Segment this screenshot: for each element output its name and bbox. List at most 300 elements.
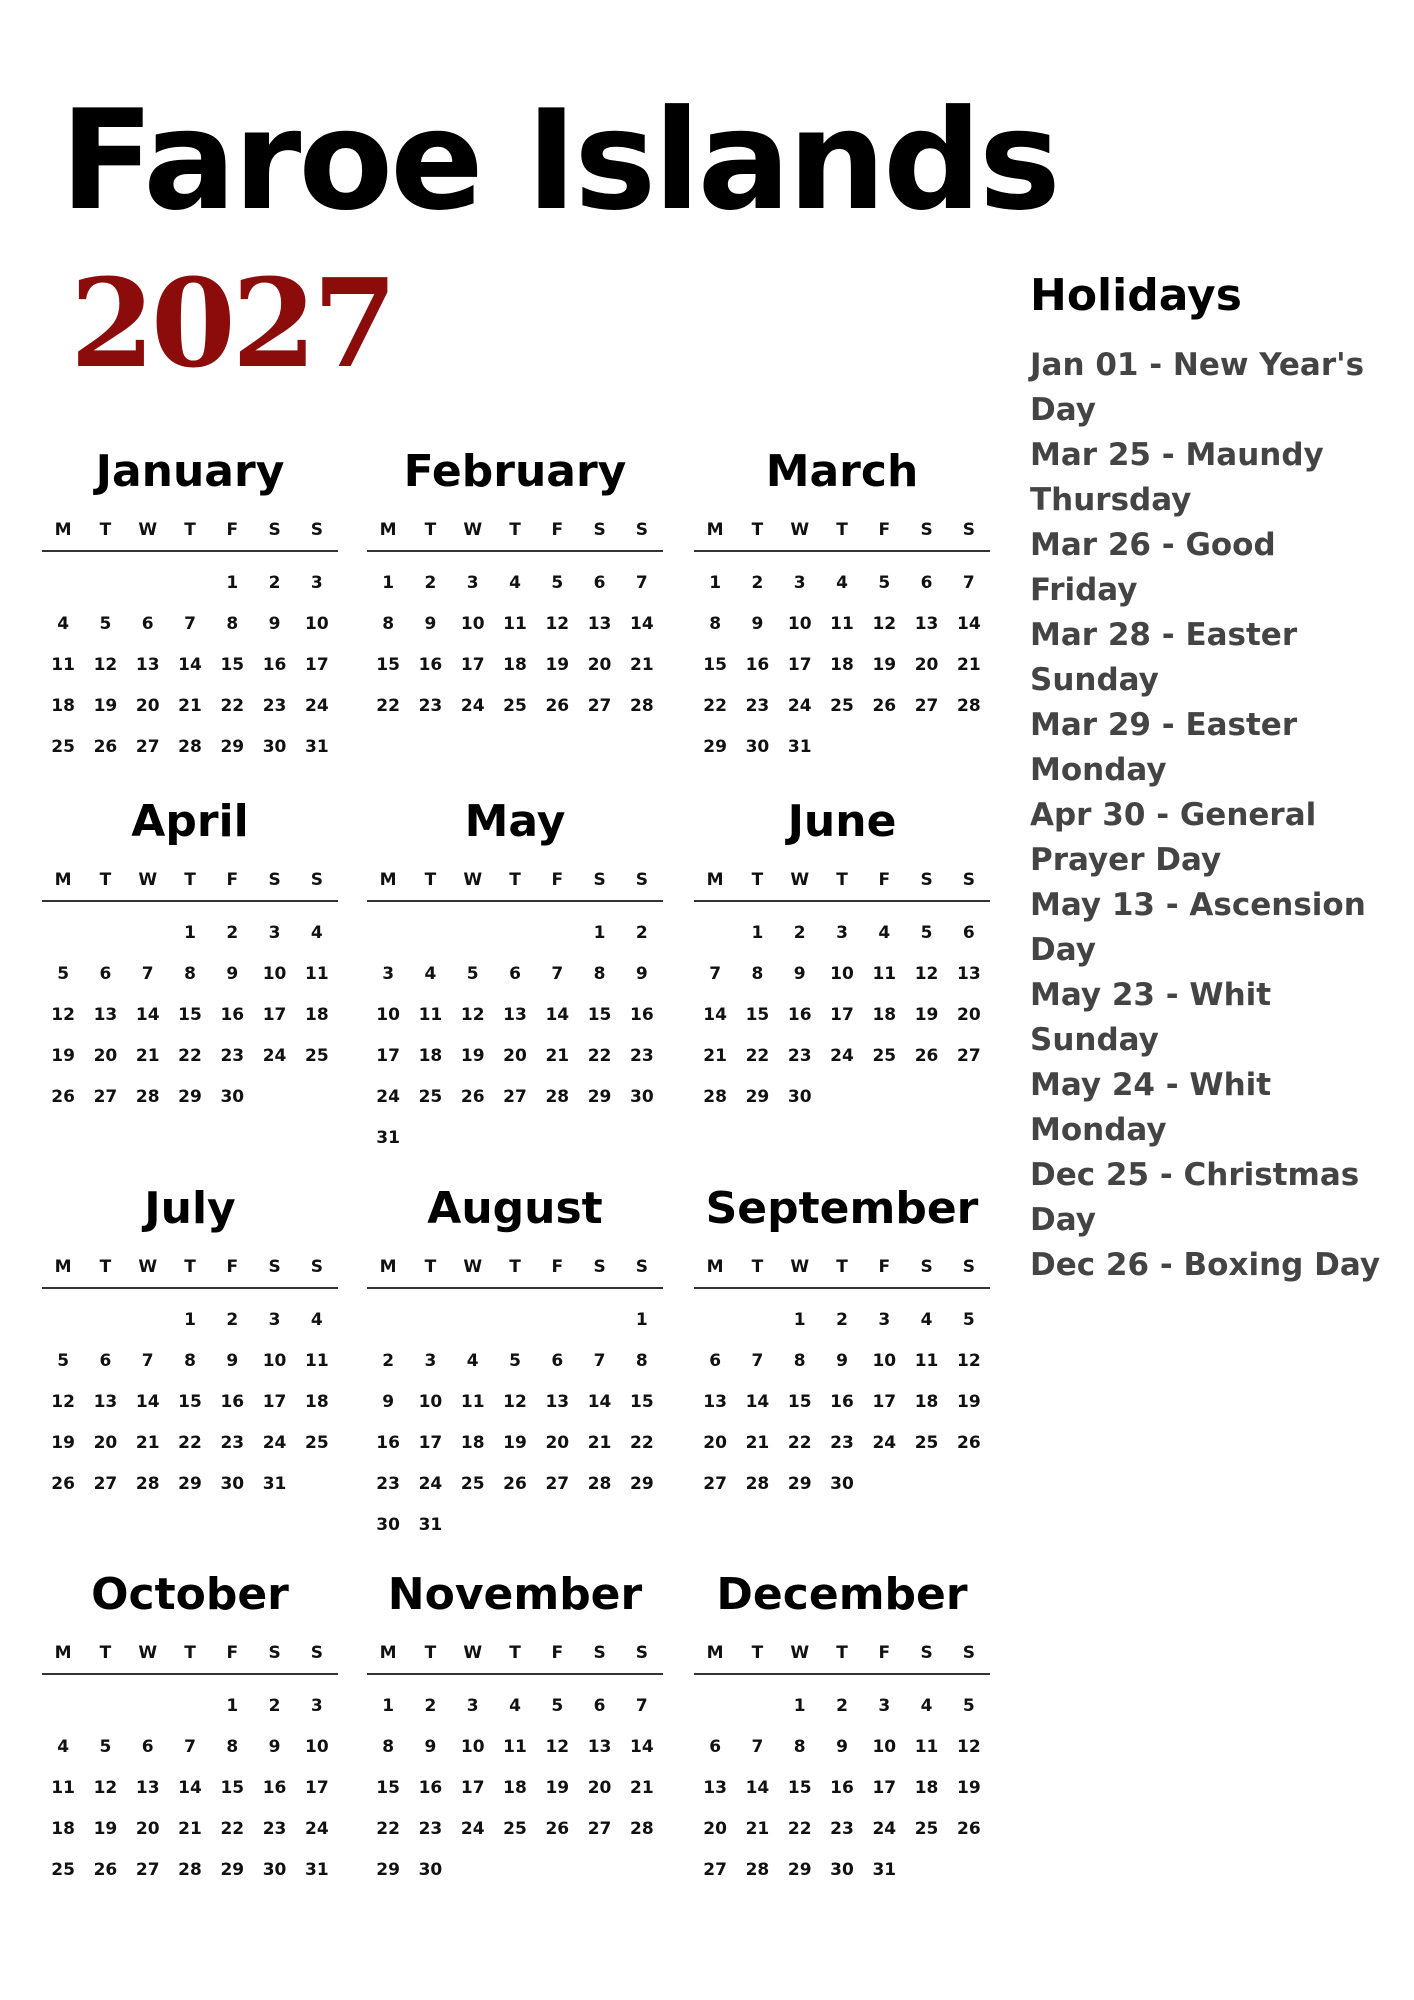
weekday-label: T	[836, 520, 848, 540]
day-cell: 18	[305, 1391, 329, 1412]
month-name: November	[387, 1569, 643, 1620]
day-cell: 4	[920, 1695, 933, 1716]
month-january	[42, 446, 338, 767]
weekday-label: T	[424, 870, 437, 890]
day-cell: 29	[220, 1859, 245, 1880]
day-cell: 2	[226, 922, 239, 943]
day-cell: 27	[957, 1045, 981, 1066]
day-cell: 29	[787, 1473, 812, 1494]
day-cell: 17	[262, 1391, 287, 1412]
day-cell: 3	[793, 572, 806, 593]
day-cell: 15	[178, 1004, 202, 1025]
month-february	[367, 446, 663, 726]
day-cell: 29	[703, 736, 727, 757]
holiday-item: May 23 - Whit Sunday	[1030, 976, 1272, 1058]
day-cell: 12	[51, 1004, 75, 1025]
day-cell: 18	[503, 654, 527, 675]
day-cell: 1	[793, 1309, 806, 1330]
day-cell: 18	[503, 1777, 527, 1798]
day-cell: 15	[630, 1391, 654, 1412]
day-cell: 16	[262, 654, 287, 675]
month-may	[367, 796, 663, 1158]
day-cell: 6	[141, 613, 154, 634]
day-cell: 11	[914, 1736, 939, 1757]
day-cell: 18	[51, 695, 75, 716]
weekday-label: F	[551, 1257, 564, 1277]
day-cell: 24	[872, 1432, 897, 1453]
month-name: September	[705, 1183, 979, 1234]
day-cell: 6	[551, 1350, 564, 1371]
day-cell: 1	[382, 1695, 395, 1716]
day-cell: 9	[424, 613, 437, 634]
day-cell: 22	[787, 1818, 812, 1839]
holiday-item: Dec 26 - Boxing Day	[1030, 1246, 1381, 1283]
day-cell: 28	[630, 1818, 654, 1839]
day-grid	[367, 912, 663, 1158]
day-cell: 30	[745, 736, 770, 757]
day-cell: 28	[703, 1086, 727, 1107]
day-cell: 19	[914, 1004, 939, 1025]
day-cell: 20	[93, 1045, 118, 1066]
weekday-header	[694, 1257, 990, 1289]
day-cell: 29	[178, 1473, 202, 1494]
weekday-label: M	[379, 520, 397, 540]
day-cell: 31	[787, 736, 812, 757]
day-cell: 31	[872, 1859, 897, 1880]
weekday-label: F	[551, 520, 564, 540]
weekday-label: T	[184, 1643, 196, 1663]
holiday-item: Mar 28 - Easter Sunday	[1030, 616, 1298, 698]
day-cell: 27	[93, 1086, 118, 1107]
day-cell: 21	[630, 654, 654, 675]
day-cell: 7	[751, 1350, 764, 1371]
day-cell: 16	[418, 1777, 443, 1798]
weekday-label: T	[99, 870, 112, 890]
weekday-label: W	[138, 1643, 158, 1663]
day-cell: 12	[51, 1391, 75, 1412]
day-cell: 19	[957, 1391, 981, 1412]
day-cell: 21	[135, 1432, 160, 1453]
year-label: 2027	[70, 251, 394, 395]
day-cell: 19	[93, 695, 118, 716]
weekday-label: S	[962, 520, 975, 540]
day-grid	[42, 1685, 338, 1890]
day-cell: 8	[593, 963, 606, 984]
day-cell: 25	[460, 1473, 485, 1494]
day-grid	[694, 1685, 990, 1890]
day-cell: 12	[872, 613, 897, 634]
holiday-item: May 24 - Whit Monday	[1030, 1066, 1272, 1148]
day-cell: 27	[914, 695, 939, 716]
day-cell: 6	[709, 1736, 722, 1757]
day-cell: 13	[503, 1004, 527, 1025]
weekday-label: S	[635, 870, 648, 890]
weekday-label: F	[878, 1257, 891, 1277]
day-cell: 14	[630, 613, 654, 634]
day-cell: 3	[268, 1309, 281, 1330]
day-cell: 17	[305, 1777, 329, 1798]
day-cell: 2	[424, 1695, 437, 1716]
day-cell: 28	[178, 736, 202, 757]
day-cell: 23	[262, 695, 287, 716]
holiday-item: Jan 01 - New Year's Day	[1030, 346, 1365, 428]
day-cell: 13	[914, 613, 939, 634]
month-october	[42, 1569, 338, 1890]
weekday-label: F	[551, 870, 564, 890]
day-cell: 25	[914, 1432, 939, 1453]
day-cell: 23	[418, 1818, 443, 1839]
day-cell: 9	[836, 1350, 848, 1371]
day-cell: 22	[703, 695, 727, 716]
weekday-label: M	[379, 1643, 397, 1663]
weekday-label: T	[184, 1257, 196, 1277]
day-cell: 25	[51, 736, 75, 757]
day-cell: 23	[630, 1045, 654, 1066]
day-cell: 7	[551, 963, 564, 984]
day-cell: 8	[635, 1350, 648, 1371]
day-cell: 26	[545, 695, 570, 716]
weekday-label: T	[99, 1257, 112, 1277]
weekday-label: M	[54, 1643, 72, 1663]
day-cell: 10	[305, 613, 329, 634]
weekday-label: T	[836, 1643, 848, 1663]
day-cell: 17	[460, 1777, 485, 1798]
day-cell: 15	[787, 1391, 812, 1412]
day-cell: 22	[376, 1818, 400, 1839]
day-cell: 13	[703, 1777, 727, 1798]
day-cell: 1	[751, 922, 764, 943]
day-cell: 13	[135, 1777, 160, 1798]
day-cell: 26	[545, 1818, 570, 1839]
day-cell: 19	[503, 1432, 527, 1453]
day-cell: 17	[305, 654, 329, 675]
day-cell: 9	[268, 1736, 281, 1757]
day-cell: 12	[957, 1350, 981, 1371]
day-grid	[694, 562, 990, 767]
day-cell: 11	[305, 1350, 329, 1371]
day-cell: 19	[545, 654, 570, 675]
weekday-label: W	[463, 1257, 483, 1277]
day-cell: 14	[745, 1391, 770, 1412]
weekday-label: S	[920, 870, 933, 890]
day-cell: 9	[793, 963, 806, 984]
day-cell: 19	[460, 1045, 485, 1066]
day-cell: 27	[703, 1473, 727, 1494]
day-cell: 18	[305, 1004, 329, 1025]
weekday-label: F	[551, 1643, 564, 1663]
weekday-label: F	[878, 870, 891, 890]
day-cell: 31	[305, 736, 329, 757]
month-name: August	[427, 1183, 603, 1234]
weekday-label: T	[509, 1257, 521, 1277]
day-cell: 22	[587, 1045, 612, 1066]
day-cell: 11	[418, 1004, 443, 1025]
day-cell: 11	[503, 613, 527, 634]
month-name: March	[765, 446, 919, 497]
day-cell: 6	[920, 572, 933, 593]
day-cell: 17	[376, 1045, 400, 1066]
day-cell: 2	[635, 922, 648, 943]
day-cell: 3	[466, 1695, 479, 1716]
weekday-label: S	[310, 1643, 323, 1663]
weekday-label: W	[138, 520, 158, 540]
day-cell: 26	[93, 1859, 118, 1880]
day-cell: 11	[305, 963, 329, 984]
day-cell: 24	[305, 1818, 329, 1839]
day-cell: 21	[957, 654, 981, 675]
day-cell: 15	[787, 1777, 812, 1798]
day-grid	[42, 912, 338, 1117]
day-cell: 22	[220, 695, 245, 716]
day-cell: 31	[376, 1127, 400, 1148]
day-cell: 15	[220, 654, 245, 675]
day-cell: 5	[551, 572, 564, 593]
day-cell: 9	[226, 963, 239, 984]
day-cell: 8	[382, 613, 395, 634]
day-cell: 10	[787, 613, 812, 634]
day-cell: 8	[184, 1350, 196, 1371]
day-cell: 10	[460, 613, 485, 634]
day-cell: 2	[836, 1309, 848, 1330]
day-cell: 9	[226, 1350, 239, 1371]
day-cell: 11	[51, 1777, 75, 1798]
weekday-label: S	[920, 1257, 933, 1277]
weekday-label: W	[790, 870, 810, 890]
weekday-label: S	[635, 1643, 648, 1663]
day-cell: 7	[593, 1350, 606, 1371]
day-cell: 10	[262, 1350, 287, 1371]
day-cell: 26	[51, 1086, 75, 1107]
day-cell: 28	[135, 1086, 160, 1107]
day-cell: 2	[226, 1309, 239, 1330]
month-name: February	[403, 446, 627, 497]
day-cell: 19	[51, 1432, 75, 1453]
weekday-header	[42, 1643, 338, 1675]
day-cell: 7	[141, 963, 154, 984]
day-cell: 16	[787, 1004, 812, 1025]
month-november	[367, 1569, 663, 1890]
day-cell: 5	[962, 1695, 975, 1716]
weekday-label: T	[424, 1643, 437, 1663]
day-cell: 1	[793, 1695, 806, 1716]
day-cell: 15	[220, 1777, 245, 1798]
day-cell: 20	[587, 654, 612, 675]
day-cell: 18	[51, 1818, 75, 1839]
day-cell: 24	[376, 1086, 400, 1107]
day-cell: 25	[830, 695, 854, 716]
day-cell: 22	[745, 1045, 770, 1066]
day-cell: 4	[310, 1309, 323, 1330]
day-cell: 21	[587, 1432, 612, 1453]
day-cell: 25	[503, 695, 527, 716]
weekday-label: W	[463, 870, 483, 890]
weekday-label: M	[54, 520, 72, 540]
day-cell: 22	[220, 1818, 245, 1839]
day-cell: 2	[268, 572, 281, 593]
weekday-label: W	[790, 520, 810, 540]
day-grid	[42, 1299, 338, 1504]
day-grid	[42, 562, 338, 767]
day-cell: 1	[593, 922, 606, 943]
day-cell: 12	[93, 654, 118, 675]
day-cell: 17	[460, 654, 485, 675]
weekday-label: S	[268, 1643, 281, 1663]
day-cell: 13	[135, 654, 160, 675]
day-cell: 29	[787, 1859, 812, 1880]
day-cell: 11	[914, 1350, 939, 1371]
day-cell: 13	[587, 613, 612, 634]
day-cell: 10	[460, 1736, 485, 1757]
weekday-header	[367, 520, 663, 552]
day-cell: 24	[305, 695, 329, 716]
month-september	[694, 1183, 990, 1504]
day-cell: 18	[914, 1777, 939, 1798]
day-cell: 12	[503, 1391, 527, 1412]
day-cell: 3	[836, 922, 848, 943]
month-name: July	[144, 1183, 236, 1234]
day-cell: 17	[872, 1391, 897, 1412]
weekday-label: M	[379, 870, 397, 890]
day-cell: 6	[141, 1736, 154, 1757]
weekday-label: M	[706, 520, 724, 540]
day-cell: 21	[745, 1432, 770, 1453]
holiday-item: Mar 29 - Easter Monday	[1030, 706, 1298, 788]
day-cell: 20	[545, 1432, 570, 1453]
month-name: January	[95, 446, 285, 497]
month-june	[694, 796, 990, 1117]
weekday-label: T	[184, 870, 196, 890]
day-cell: 4	[920, 1309, 933, 1330]
day-cell: 14	[178, 654, 202, 675]
day-cell: 21	[135, 1045, 160, 1066]
weekday-label: W	[138, 1257, 158, 1277]
day-cell: 15	[178, 1391, 202, 1412]
day-cell: 17	[418, 1432, 443, 1453]
day-cell: 13	[587, 1736, 612, 1757]
day-cell: 24	[460, 1818, 485, 1839]
day-cell: 24	[872, 1818, 897, 1839]
day-cell: 23	[262, 1818, 287, 1839]
day-cell: 27	[587, 1818, 612, 1839]
day-cell: 15	[376, 654, 400, 675]
day-cell: 2	[751, 572, 764, 593]
day-cell: 3	[878, 1309, 891, 1330]
day-cell: 8	[226, 613, 239, 634]
day-cell: 22	[787, 1432, 812, 1453]
day-cell: 21	[178, 695, 202, 716]
day-cell: 3	[310, 572, 323, 593]
day-cell: 24	[418, 1473, 443, 1494]
day-cell: 17	[262, 1004, 287, 1025]
day-cell: 29	[630, 1473, 654, 1494]
month-name: June	[787, 796, 897, 847]
day-cell: 7	[184, 1736, 196, 1757]
day-cell: 21	[745, 1818, 770, 1839]
day-cell: 26	[957, 1432, 981, 1453]
day-cell: 5	[57, 1350, 70, 1371]
day-cell: 30	[262, 1859, 287, 1880]
day-cell: 26	[93, 736, 118, 757]
day-cell: 4	[878, 922, 891, 943]
weekday-header	[694, 1643, 990, 1675]
months-grid	[42, 0, 992, 2000]
day-cell: 19	[545, 1777, 570, 1798]
weekday-label: S	[635, 1257, 648, 1277]
weekday-header	[42, 870, 338, 902]
weekday-label: T	[836, 870, 848, 890]
day-cell: 20	[914, 654, 939, 675]
weekday-label: S	[920, 1643, 933, 1663]
weekday-header	[694, 870, 990, 902]
day-cell: 28	[745, 1473, 770, 1494]
day-cell: 25	[418, 1086, 443, 1107]
day-cell: 30	[220, 1473, 245, 1494]
day-cell: 2	[793, 922, 806, 943]
day-cell: 6	[593, 572, 606, 593]
day-cell: 31	[418, 1514, 443, 1535]
day-cell: 3	[310, 1695, 323, 1716]
weekday-header	[367, 870, 663, 902]
day-cell: 16	[220, 1004, 245, 1025]
day-cell: 5	[99, 1736, 112, 1757]
day-cell: 12	[93, 1777, 118, 1798]
day-cell: 30	[220, 1086, 245, 1107]
day-cell: 30	[830, 1859, 854, 1880]
day-cell: 25	[872, 1045, 897, 1066]
day-cell: 25	[305, 1432, 329, 1453]
day-cell: 4	[466, 1350, 479, 1371]
weekday-label: T	[509, 520, 521, 540]
weekday-label: W	[463, 520, 483, 540]
day-cell: 27	[587, 695, 612, 716]
day-cell: 19	[51, 1045, 75, 1066]
day-cell: 16	[830, 1777, 854, 1798]
day-cell: 11	[872, 963, 897, 984]
day-cell: 10	[872, 1350, 897, 1371]
day-cell: 8	[382, 1736, 395, 1757]
day-cell: 8	[793, 1350, 806, 1371]
day-cell: 21	[630, 1777, 654, 1798]
day-cell: 5	[551, 1695, 564, 1716]
day-cell: 21	[703, 1045, 727, 1066]
day-cell: 12	[545, 1736, 570, 1757]
day-cell: 3	[878, 1695, 891, 1716]
day-cell: 4	[509, 1695, 521, 1716]
day-cell: 25	[503, 1818, 527, 1839]
weekday-label: S	[310, 520, 323, 540]
weekday-label: S	[635, 520, 648, 540]
day-cell: 26	[460, 1086, 485, 1107]
day-cell: 7	[141, 1350, 154, 1371]
month-name: May	[464, 796, 566, 847]
weekday-label: M	[54, 870, 72, 890]
day-cell: 16	[376, 1432, 400, 1453]
day-cell: 2	[268, 1695, 281, 1716]
day-cell: 26	[957, 1818, 981, 1839]
day-grid	[367, 1685, 663, 1890]
day-cell: 2	[424, 572, 437, 593]
day-cell: 21	[178, 1818, 202, 1839]
day-cell: 10	[872, 1736, 897, 1757]
day-cell: 30	[787, 1086, 812, 1107]
holiday-item: Apr 30 - General Prayer Day	[1030, 796, 1317, 878]
day-grid	[367, 562, 663, 726]
day-cell: 14	[630, 1736, 654, 1757]
day-cell: 14	[745, 1777, 770, 1798]
day-cell: 9	[382, 1391, 395, 1412]
day-cell: 16	[830, 1391, 854, 1412]
day-cell: 8	[751, 963, 764, 984]
